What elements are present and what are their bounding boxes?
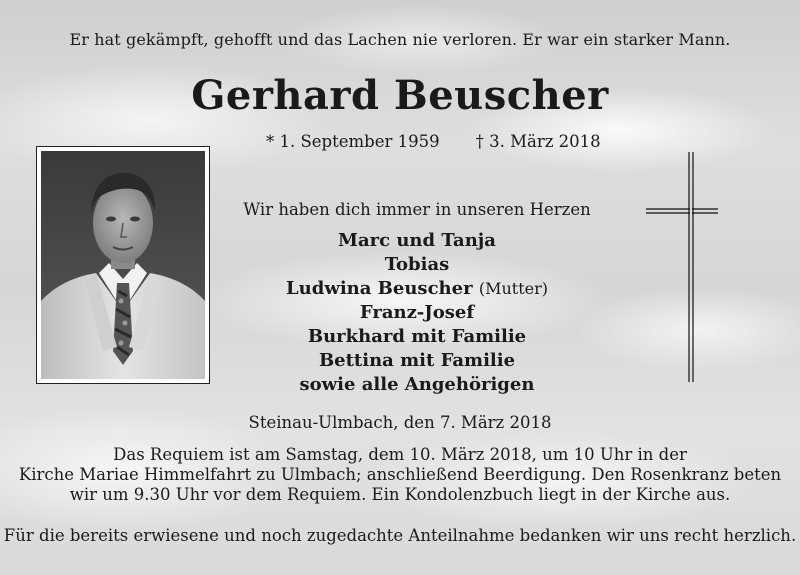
mourner-relation: (Mutter) — [478, 279, 548, 298]
mourner: Franz-Josef — [359, 302, 475, 323]
place-date: Steinau-Ulmbach, den 7. März 2018 — [248, 413, 552, 432]
thanks-note: Für die bereits erwiesene und noch zugedachte Anteilnahme bedanken wir uns recht herzlich. — [3, 526, 797, 545]
death-date: † 3. März 2018 — [475, 132, 601, 151]
mourner: Burkhard mit Familie — [307, 326, 527, 347]
mourners-lead: Wir haben dich immer in unseren Herzen — [243, 200, 591, 219]
mourner: sowie alle Angehörigen — [299, 374, 535, 395]
requiem-line: Kirche Mariae Himmelfahrt zu Ulmbach; anschließend Beerdigung. Den Rosenkranz beten — [18, 465, 782, 484]
motto: Er hat gekämpft, gehofft und das Lachen nie verloren. Er war ein starker Mann. — [69, 30, 731, 49]
mourner: Bettina mit Familie — [318, 350, 516, 371]
requiem-line: wir um 9.30 Uhr vor dem Requiem. Ein Kondolenzbuch liegt in der Kirche aus. — [69, 485, 731, 504]
mourner: Tobias — [384, 254, 450, 275]
life-dates — [266, 132, 601, 151]
mourners-list — [230, 229, 604, 397]
deceased-name: Gerhard Beuscher — [191, 72, 609, 119]
mourners-block — [230, 200, 604, 397]
portrait-photo — [36, 146, 210, 384]
portrait-image — [41, 151, 205, 379]
requiem-info — [0, 445, 800, 505]
mourner: Ludwina Beuscher — [286, 278, 473, 299]
birth-date: * 1. September 1959 — [266, 132, 440, 151]
mourner: Marc und Tanja — [338, 230, 496, 251]
cross-icon — [646, 152, 718, 384]
requiem-line: Das Requiem ist am Samstag, dem 10. März 2018, um 10 Uhr in der — [113, 445, 687, 464]
mourner-with-relation — [230, 277, 604, 301]
